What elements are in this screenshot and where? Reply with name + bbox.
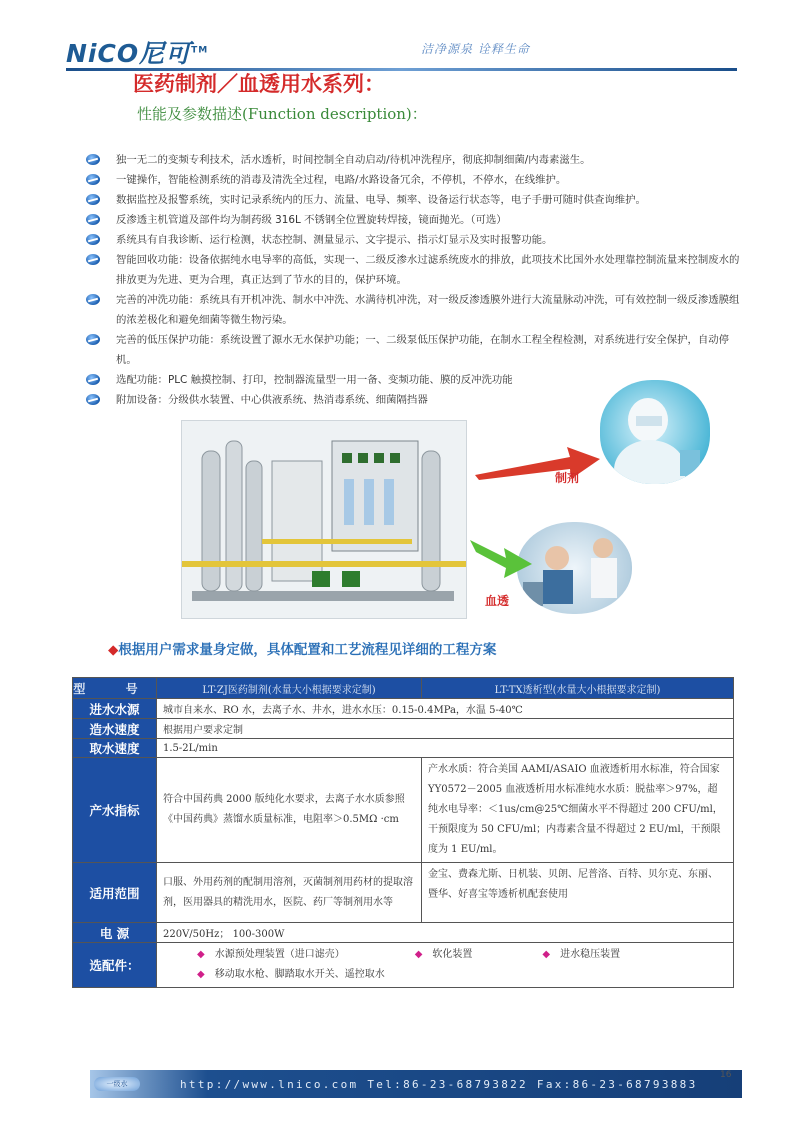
brand-logo (66, 34, 208, 70)
dialysis-photo (517, 522, 632, 614)
bullet-icon (86, 194, 100, 205)
accessory-item (415, 945, 473, 965)
accessory-text: 软化装置 (432, 949, 473, 960)
page-number: 16 (720, 1070, 732, 1080)
feature-item (86, 250, 746, 290)
feature-item (86, 330, 746, 370)
table-row (73, 739, 734, 758)
feature-item (86, 230, 746, 250)
arrow-right-icon (475, 445, 600, 480)
custom-note (108, 638, 496, 658)
feature-list (86, 150, 746, 410)
model-header-label: 型 号 (73, 678, 157, 699)
footer-contact: http://www.lnico.com Tel:86-23-68793822 Fax:86-23-68793883 (180, 1078, 698, 1091)
page-footer (90, 1070, 742, 1098)
inlet-value: 城市自来水、RO 水，去离子水、井水，进水水压：0.15-0.4MPa，水温 5-40℃ (157, 699, 734, 719)
feature-item (86, 190, 746, 210)
output-spec-dialysis: 产水水质：符合美国 AAMI/ASAIO 血液透析用水标准，符合国家 YY0572－2005 血液透析用水标准纯水水质：脱盐率＞97%，超纯水电导率：＜1us/cm@25℃细菌水平不得超过 200 CFU/ml，干预限度为 50 CFU/ml；内毒素含量不得超过 2 EU/ml，干预限度为 1 EU/ml。 (422, 758, 734, 863)
bullet-icon (86, 154, 100, 165)
logo-text: NiCO尼可 (66, 39, 192, 68)
custom-note-text: 根据用户需求量身定做，具体配置和工艺流程见详细的工程方案 (118, 642, 497, 658)
footer-badge: 一级水 (94, 1077, 140, 1091)
feature-text: 数据监控及报警系统，实时记录系统内的压力、流量、电导、频率、设备运行状态等，电子手册可随时供查询维护。 (116, 194, 646, 206)
production-speed-label: 造水速度 (73, 719, 157, 739)
power-label: 电 源 (73, 923, 157, 943)
spec-table (72, 677, 734, 988)
slogan: 洁净源泉 诠释生命 (421, 42, 530, 56)
lab-worker-illustration (600, 380, 710, 484)
page-header (66, 30, 737, 72)
feature-text: 选配功能：PLC 触摸控制、打印，控制器流量型一用一备、变频功能、膜的反冲洗功能 (116, 374, 513, 386)
feature-text: 一键操作，智能检测系统的消毒及清洗全过程，电路/水路设备冗余，不停机，不停水，在线维护。 (116, 174, 567, 186)
bullet-icon (86, 174, 100, 185)
scope-dialysis: 金宝、费森尤斯、日机装、贝朗、尼普洛、百特、贝尔克、东丽、暨华、好喜宝等透析机配套使用 (422, 863, 734, 923)
dialysis-illustration (517, 522, 632, 614)
model-dialysis-header: LT-TX透析型(水量大小根据要求定制) (422, 678, 734, 699)
accessories-list (157, 943, 734, 988)
bullet-icon (86, 394, 100, 405)
diamond-icon: ◆ (197, 969, 205, 980)
logo-trademark: TM (191, 45, 209, 56)
feature-item (86, 210, 746, 230)
bullet-icon (86, 374, 100, 385)
table-row (73, 923, 734, 943)
bullet-icon (86, 334, 100, 345)
accessory-item (197, 945, 345, 965)
table-header-row (73, 678, 734, 699)
table-row (73, 863, 734, 923)
dialysis-label: 血透 (485, 594, 510, 608)
accessory-text: 进水稳压装置 (560, 949, 621, 960)
scope-label: 适用范围 (73, 863, 157, 923)
diamond-icon: ◆ (197, 949, 205, 960)
draw-speed-label: 取水速度 (73, 739, 157, 758)
accessory-item (197, 965, 385, 985)
production-speed-value: 根据用户要求定制 (157, 719, 734, 739)
feature-text: 反渗透主机管道及部件均为制药级 316L 不锈钢全位置旋转焊接，镜面抛光。（可选） (116, 214, 507, 226)
feature-text: 独一无二的变频专利技术，活水透析，时间控制全自动启动/待机冲洗程序，彻底抑制细菌/内毒素滋生。 (116, 154, 591, 166)
feature-item (86, 170, 746, 190)
power-value: 220V/50Hz； 100-300W (157, 923, 734, 943)
output-spec-label: 产水指标 (73, 758, 157, 863)
draw-speed-value: 1.5-2L/min (157, 739, 734, 758)
bullet-icon (86, 234, 100, 245)
output-spec-pharma: 符合中国药典 2000 版纯化水要求，去离子水水质参照《中国药典》蒸馏水质量标准，电阻率＞0.5MΩ ·cm (157, 758, 422, 863)
table-row (73, 719, 734, 739)
table-row (73, 699, 734, 719)
table-row (73, 943, 734, 988)
page-title: 医药制剂／血透用水系列： (133, 72, 385, 96)
accessories-label: 选配件： (73, 943, 157, 988)
pharma-label: 制剂 (555, 471, 580, 485)
bullet-icon (86, 254, 100, 265)
bullet-icon (86, 294, 100, 305)
machine-illustration (182, 421, 466, 618)
feature-text: 系统具有自我诊断、运行检测，状态控制、测量显示、文字提示、指示灯显示及实时报警功能。 (116, 234, 553, 246)
feature-text: 智能回收功能：设备依据纯水电导率的高低，实现一、二级反渗水过滤系统废水的排放，此项技术比国外水处理靠控制流量来控制废水的排放更为先进、更为合理，真正达到了节水的目的，保护环境。 (116, 254, 740, 286)
page-subtitle: 性能及参数描述(Function description)： (137, 105, 427, 123)
accessory-item (542, 945, 620, 965)
arrow-right-icon (470, 540, 532, 580)
bullet-icon (86, 214, 100, 225)
table-row (73, 758, 734, 863)
accessory-text: 移动取水枪、脚踏取水开关、遥控取水 (214, 969, 385, 980)
accessory-text: 水源预处理装置（进口滤壳） (214, 949, 345, 960)
feature-item (86, 290, 746, 330)
ro-machine-photo (181, 420, 467, 619)
feature-text: 完善的冲洗功能：系统具有开机冲洗、制水中冲洗、水满待机冲洗，对一级反渗透膜外进行大流量脉动冲洗，可有效控制一级反渗透膜组的浓差极化和避免细菌等微生物污染。 (116, 294, 740, 326)
feature-text: 完善的低压保护功能：系统设置了源水无水保护功能；一、二级泵低压保护功能，在制水工程全程检测，对系统进行安全保护，自动停机。 (116, 334, 730, 366)
inlet-label: 进水水源 (73, 699, 157, 719)
diamond-icon: ◆ (542, 949, 551, 960)
feature-item (86, 150, 746, 170)
pharma-lab-photo (600, 380, 710, 484)
model-pharma-header: LT-ZJ医药制剂(水量大小根据要求定制) (157, 678, 422, 699)
scope-pharma: 口服、外用药剂的配制用溶剂，灭菌制剂用药材的提取溶剂，医用器具的精洗用水，医院、药厂等制剂用水等 (157, 863, 422, 923)
feature-text: 附加设备：分级供水装置、中心供液系统、热消毒系统、细菌隔挡器 (116, 394, 428, 406)
diamond-icon: ◆ (108, 642, 119, 658)
diamond-icon: ◆ (414, 949, 423, 960)
